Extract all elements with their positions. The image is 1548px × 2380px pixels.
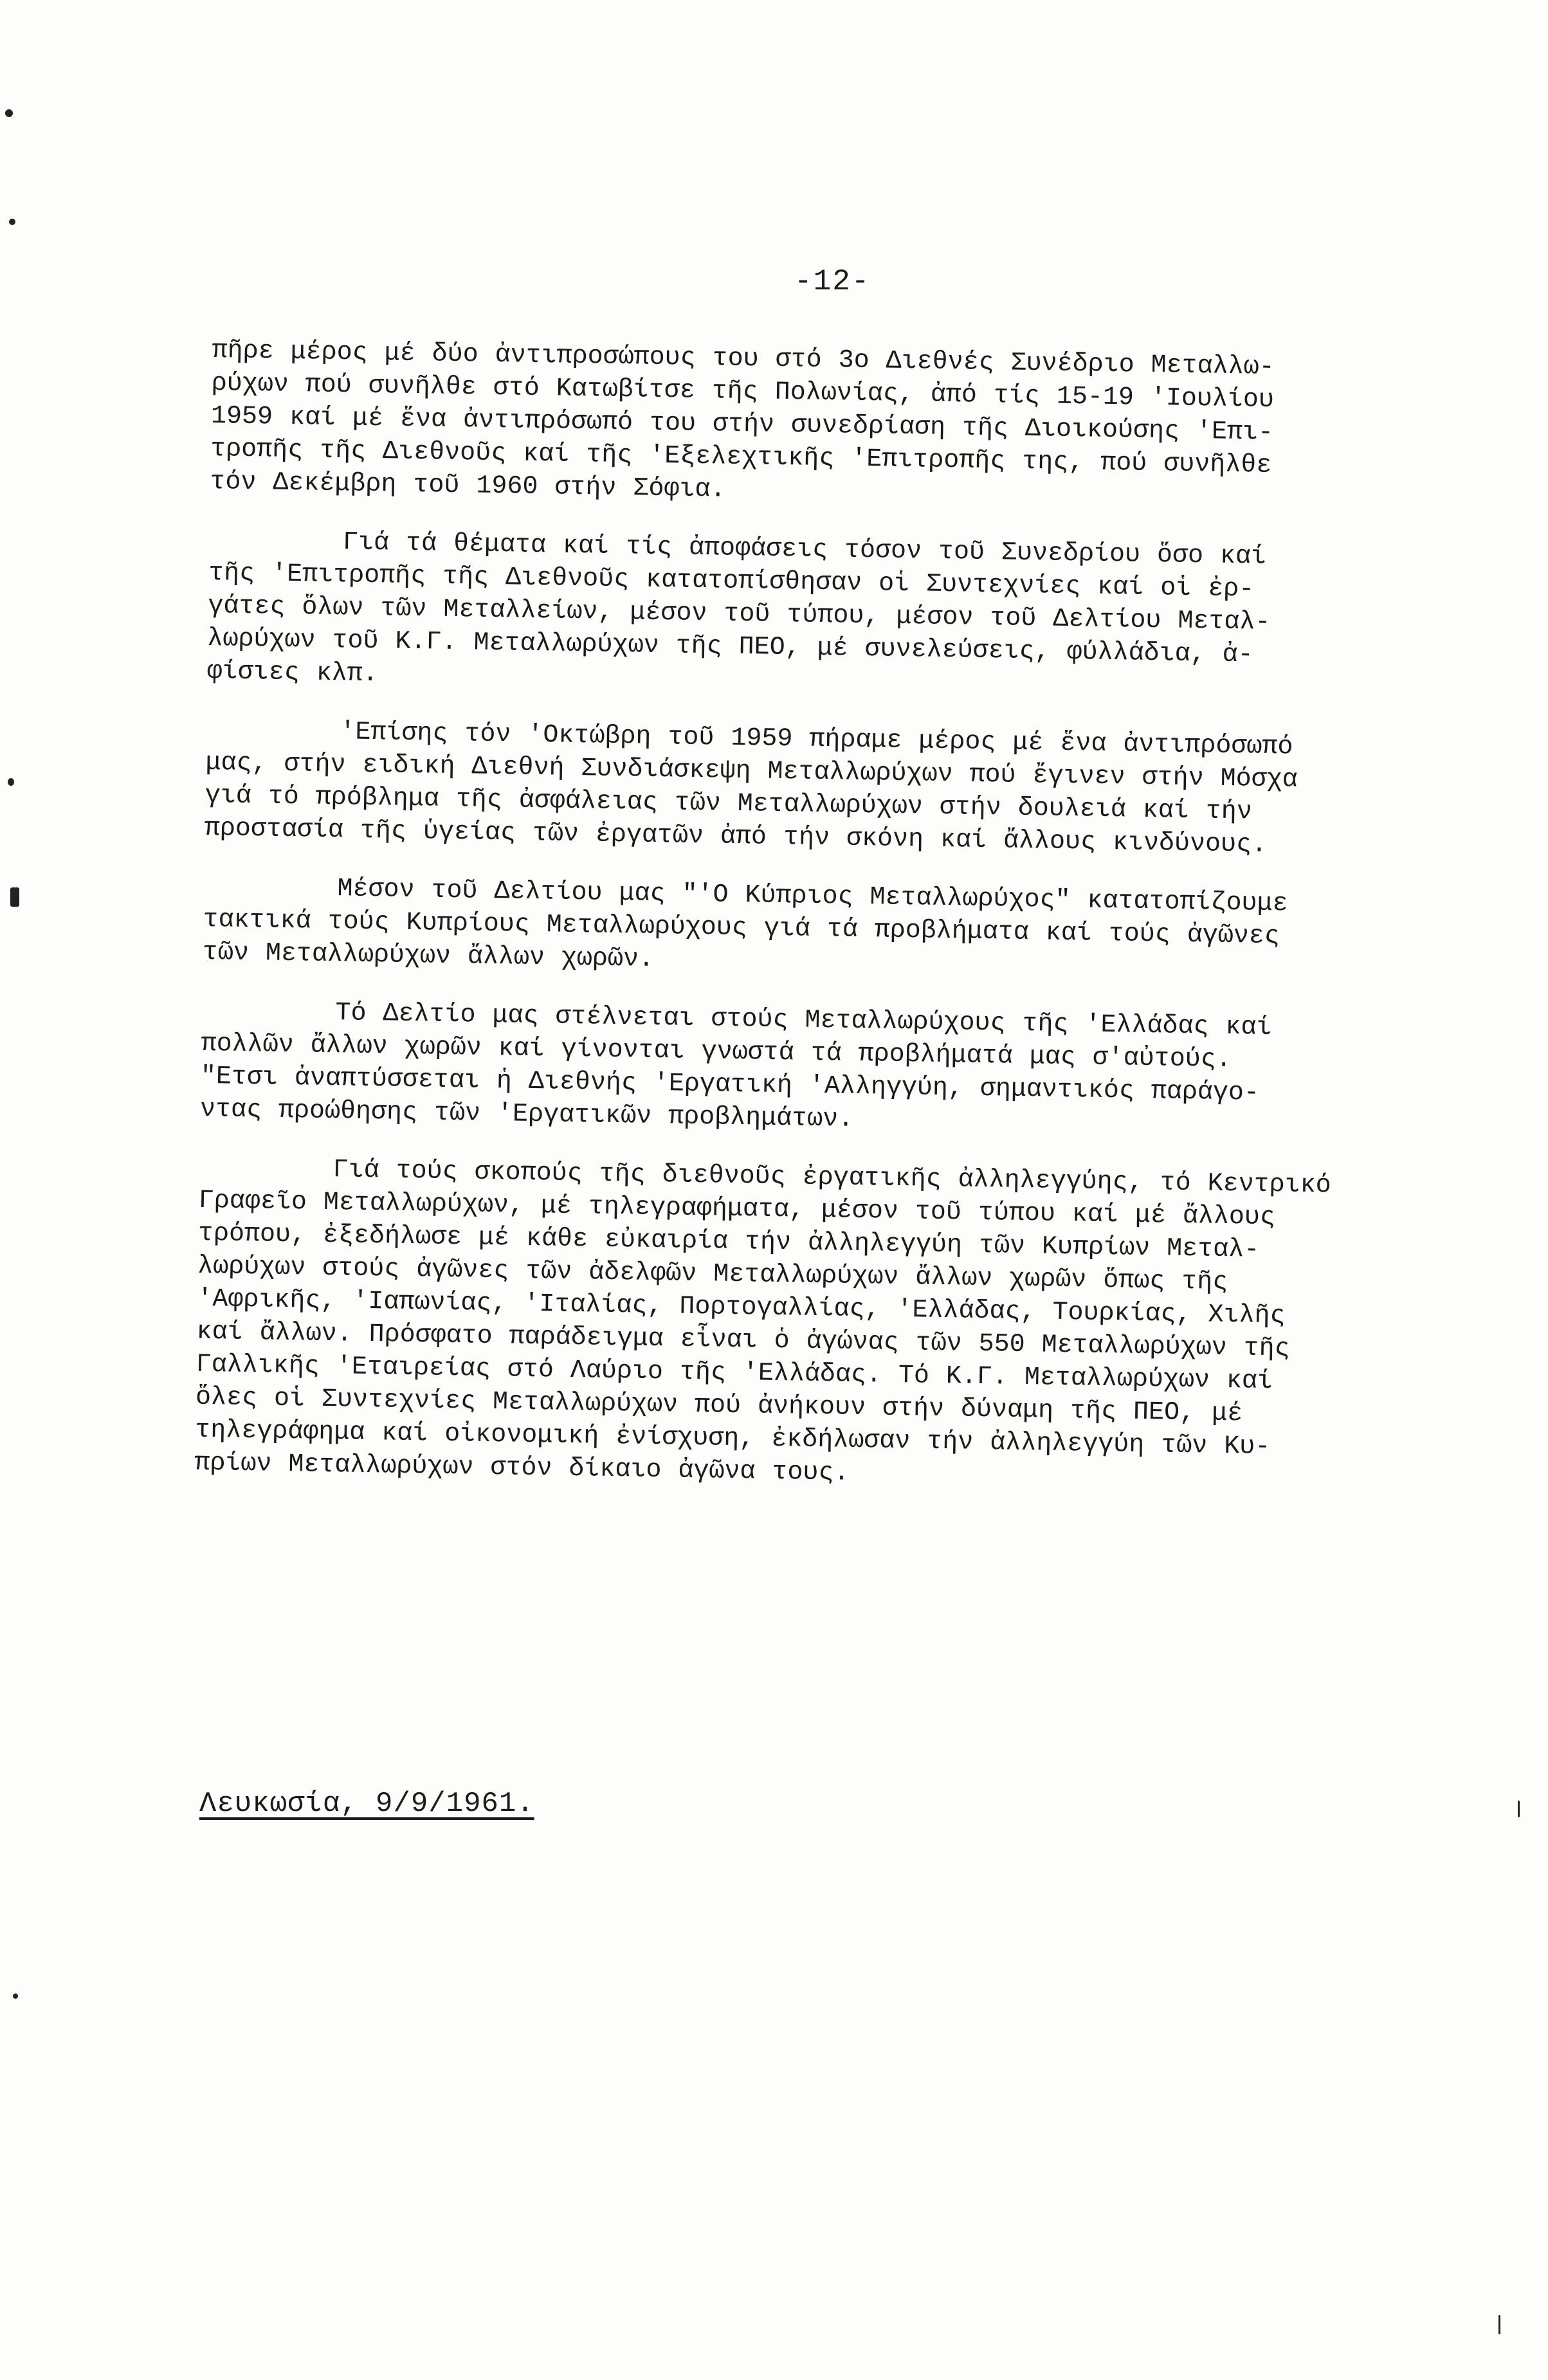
place-date-signature: Λευκωσία, 9/9/1961. (199, 1788, 534, 1820)
paragraph-5: Τό Δελτίο μας στέλνεται στούς Μεταλλωρύχους τῆς 'Ελλάδας καί πολλῶν ἄλλων χωρῶν καί γίνονται γνωστά τά προβλήματά μας σ'αὐτούς. "Ετσι ἀναπτύσσεται ἡ Διεθνής 'Εργατική 'Αλληγγύη, σημαντικός παράγο- ντας προώθησης τῶν 'Εργατικῶν προβλημάτων. (199, 996, 1272, 1134)
scan-speck (1518, 1801, 1520, 1817)
paragraph-1: πῆρε μέρος μέ δύο ἀντιπροσώπους του στό 3ο Διεθνές Συνέδριο Μεταλλω- ρύχων πού συνῆλθε στό Κατωβίτσε τῆς Πολωνίας, ἀπό τίς 15-19 'Ιουλίου 1959 καί μέ ἕνα ἀντιπρόσωπό του στήν συνεδρίαση τῆς Διοικούσης 'Επι- τροπῆς τῆς Διεθνοῦς καί τῆς 'Εξελεχτικῆς 'Επιτροπῆς της, πού συνῆλθε τόν Δεκέμβρη τοῦ 1960 στήν Σόφια. (210, 336, 1275, 505)
body-text (194, 334, 1421, 1524)
paragraph-6: Γιά τούς σκοπούς τῆς διεθνοῦς ἐργατικῆς ἀλληλεγγύης, τό Κεντρικό Γραφεῖο Μεταλλωρύχων, μέ τηλεγραφήματα, μέσον τοῦ τύπου καί μέ ἄλλους τρόπου, ἐξεδήλωσε μέ κάθε εὐκαιρία τήν ἀλληλεγγύη τῶν Κυπρίων Μεταλ- λωρύχων στούς ἀγῶνες τῶν ἀδελφῶν Μεταλλωρύχων ἄλλων χωρῶν ὅπως τῆς 'Αφρικῆς, 'Ιαπωνίας, 'Ιταλίας, Πορτογαλλίας, 'Ελλάδας, Τουρκίας, Χιλῆς καί ἄλλων. Πρόσφατο παράδειγμα εἶναι ὁ ἀγώνας τῶν 550 Μεταλλωρύχων τῆς Γαλλικῆς 'Εταιρείας στό Λαύριο τῆς 'Ελλάδας. Τό Κ.Γ. Μεταλλωρύχων καί ὅλες οἱ Συντεχνίες Μεταλλωρύχων πού ἀνήκουν στήν δύναμη τῆς ΠΕΟ, μέ τηλεγράφημα καί οἰκονομική ἐνίσχυση, ἐκδήλωσαν τήν ἀλληλεγγύη τῶν Κυ- πρίων Μεταλλωρύχων στόν δίκαιο ἀγῶνα τους. (194, 1153, 1332, 1488)
paragraph-2: Γιά τά θέματα καί τίς ἀποφάσεις τόσον τοῦ Συνεδρίου ὅσο καί τῆς 'Επιτροπῆς τῆς Διεθνοῦς κατατοπίσθησαν οἱ Συντεχνίες καί οἱ ἐρ- γάτες ὅλων τῶν Μεταλλείων, μέσον τοῦ τύπου, μέσον τοῦ Δελτίου Μεταλ- λωρύχων τοῦ Κ.Γ. Μεταλλωρύχων τῆς ΠΕΟ, μέ συνελεύσεις, φύλλάδια, ἀ- φίσιες κλπ. (206, 525, 1271, 689)
scan-speck (1498, 2315, 1500, 2334)
scan-speck (13, 1994, 18, 1999)
scan-speck (5, 109, 13, 117)
paragraph-4: Μέσον τοῦ Δελτίου μας "'Ο Κύπριος Μεταλλωρύχος" κατατοπίζουμε τακτικά τούς Κυπρίους Μεταλλωρύχους γιά τά προβλήματα καί τούς ἀγῶνες τῶν Μεταλλωρύχων ἄλλων χωρῶν. (202, 872, 1288, 974)
scan-speck (9, 219, 15, 225)
scan-speck (8, 778, 14, 786)
paragraph-3: 'Επίσης τόν 'Οκτώβρη τοῦ 1959 πήραμε μέρος μέ ἕνα ἀντιπρόσωπό μας, στήν ειδική Διεθνή Συνδιάσκεψη Μεταλλωρύχων πού ἔγινεν στήν Μόσχα γιά τό πρόβλημα τῆς ἀσφάλειας τῶν Μεταλλωρύχων στήν δουλειά καί τήν προστασία τῆς ὑγείας τῶν ἐργατῶν ἀπό τήν σκόνη καί ἄλλους κινδύνους. (204, 715, 1298, 860)
page-number: -12- (794, 265, 871, 298)
scan-speck (10, 887, 19, 907)
